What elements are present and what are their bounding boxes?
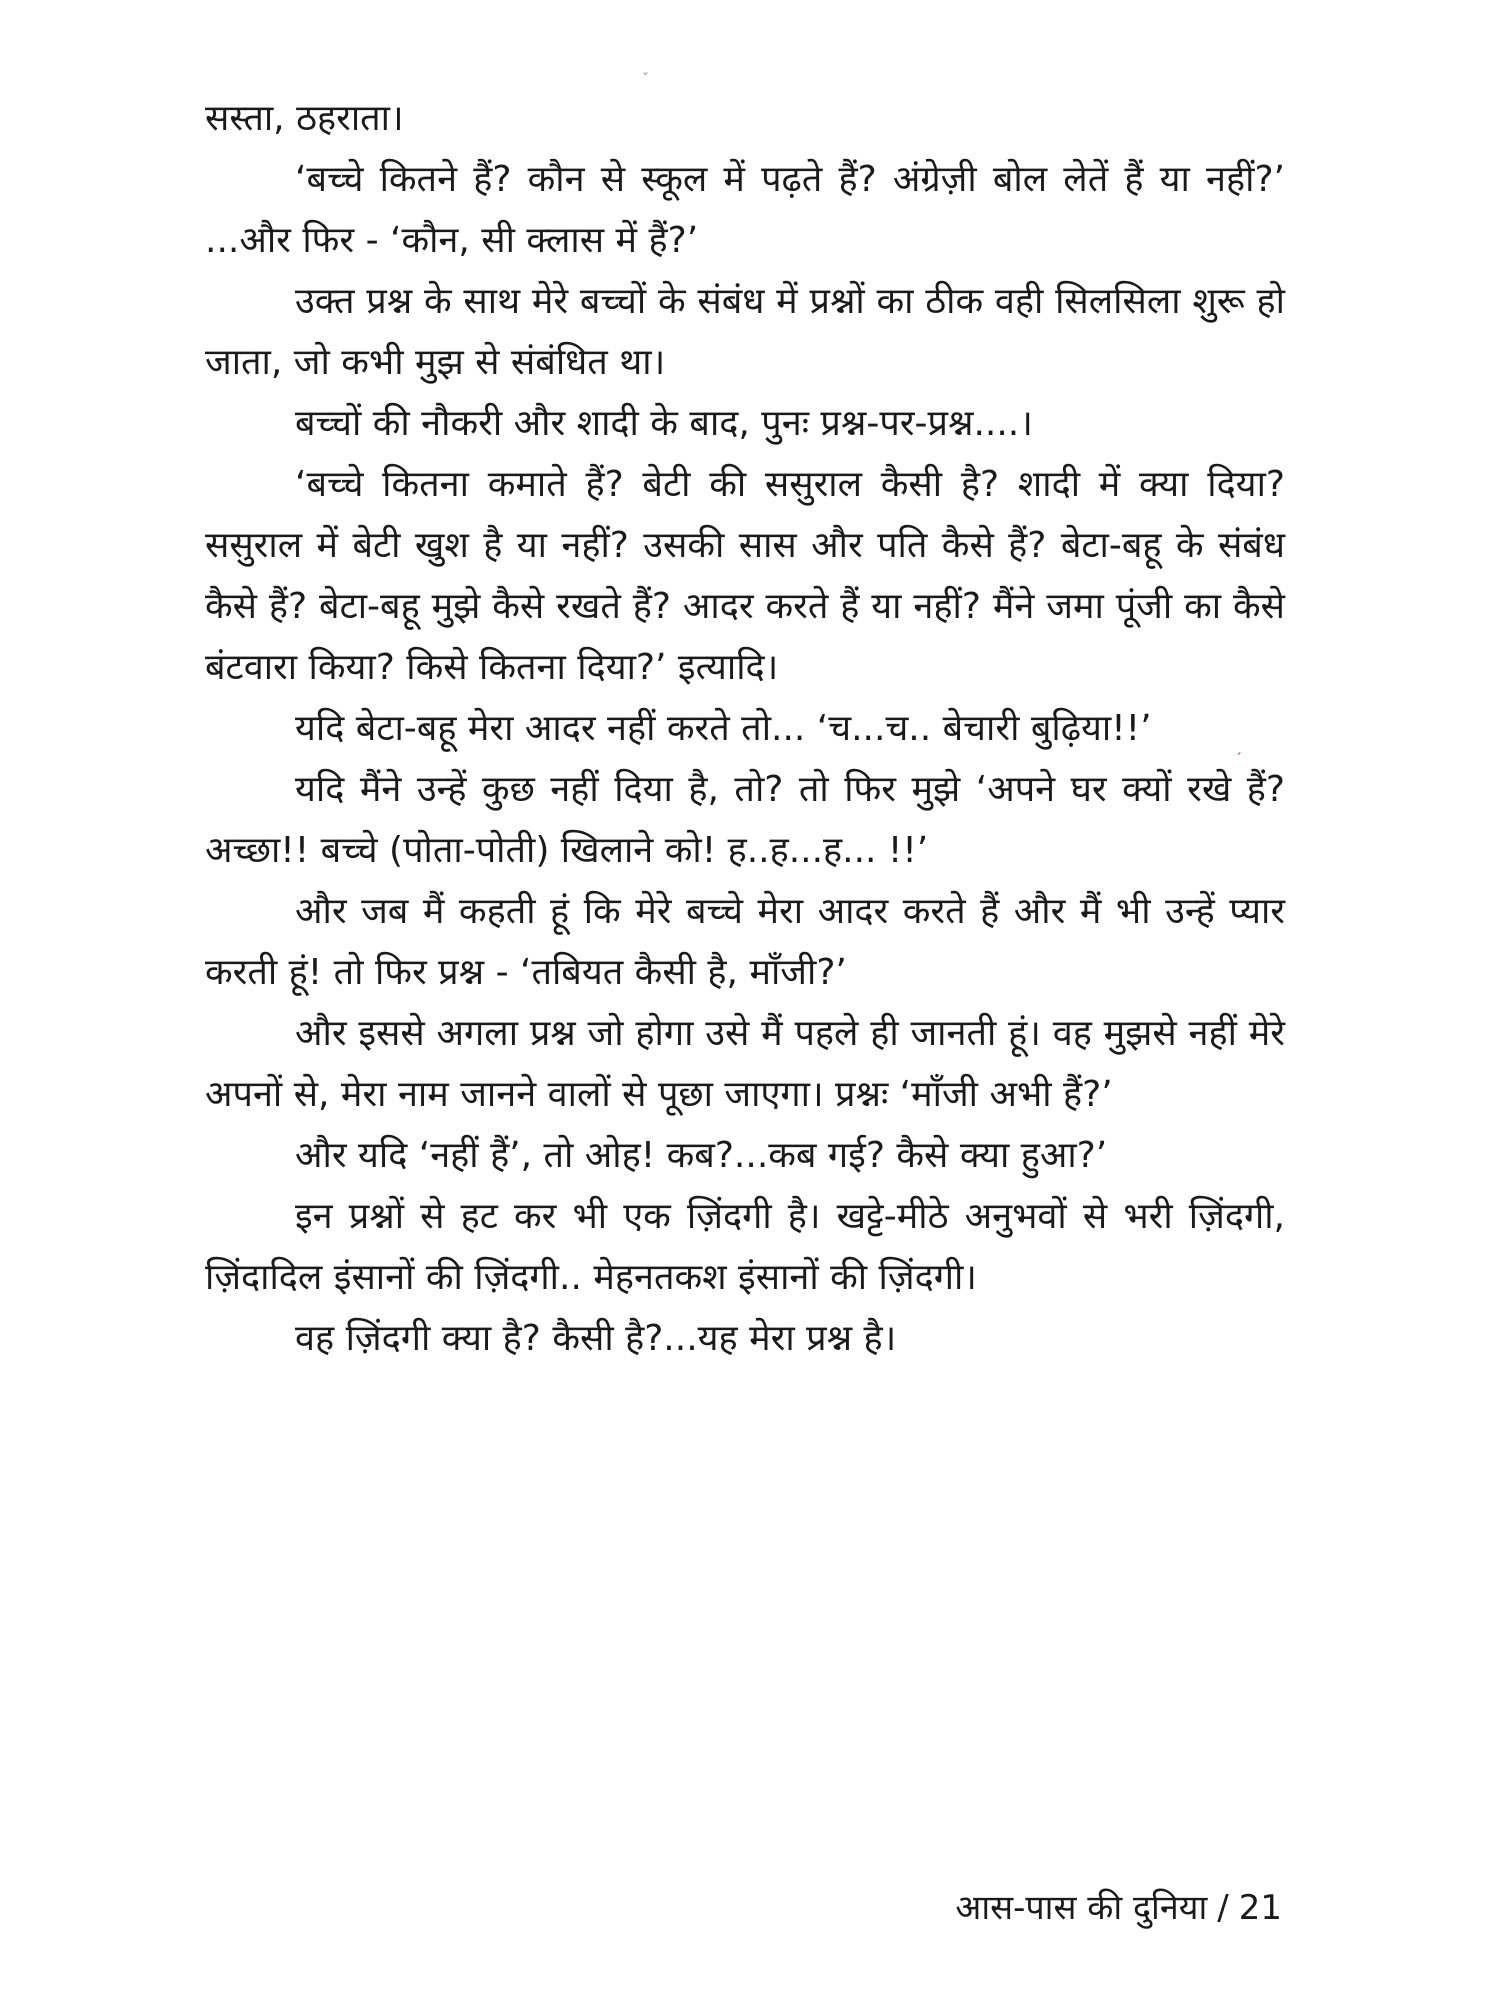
print-speck: ˊ xyxy=(1235,752,1242,768)
paragraph: यदि बेटा-बहू मेरा आदर नहीं करते तो... ‘च...च.. बेचारी बुढ़िया!!’ xyxy=(295,708,1152,749)
footer-separator: / xyxy=(1217,1888,1229,1928)
paragraph: और इससे अगला प्रश्न जो होगा उसे मैं पहले ही जानती हूं। वह मुझसे नहीं मेरे अपनों से, मेरा नाम जानने वालों से पूछा जाएगा। प्रश्नः ‘माँजी अभी हैं?’ xyxy=(205,1013,1285,1115)
paragraph: ‘बच्चे कितने हैं? कौन से स्कूल में पढ़ते हैं? अंग्रेज़ी बोल लेतें हैं या नहीं?’ ...और फिर - ‘कौन, सी क्लास में हैं?’ xyxy=(205,159,1285,261)
paragraph: वह ज़िंदगी क्या है? कैसी है?...यह मेरा प्रश्न है। xyxy=(295,1318,897,1359)
page-body xyxy=(205,88,1285,1369)
page-footer xyxy=(955,1883,1282,1929)
book-title: आस-पास की दुनिया xyxy=(955,1888,1208,1928)
page-number: 21 xyxy=(1238,1888,1282,1928)
paragraph: बच्चों की नौकरी और शादी के बाद, पुनः प्रश्न-पर-प्रश्न....। xyxy=(295,403,1033,444)
paragraph: उक्त प्रश्न के साथ मेरे बच्चों के संबंध में प्रश्नों का ठीक वही सिलसिला शुरू हो जाता, जो कभी मुझ से संबंधित था। xyxy=(205,281,1285,383)
paragraph: यदि मैंने उन्हें कुछ नहीं दिया है, तो? तो फिर मुझे ‘अपने घर क्यों रखे हैं? अच्छा!! बच्चे (पोता-पोती) खिलाने को! ह..ह...ह... !!’ xyxy=(205,769,1285,871)
paragraph: ‘बच्चे कितना कमाते हैं? बेटी की ससुराल कैसी है? शादी में क्या दिया? ससुराल में बेटी खुश है या नहीं? उसकी सास और पति कैसे हैं? बेटा-बहू के संबंध कैसे हैं? बेटा-बहू मुझे कैसे रखते हैं? आदर करते हैं या नहीं? मैंने जमा पूंजी का कैसे बंटवारा किया? किसे कितना दिया?’ इत्यादि। xyxy=(205,464,1285,688)
paragraph-continuation: सस्ता, ठहराता। xyxy=(205,98,404,139)
print-speck: ˇ xyxy=(642,72,649,88)
paragraph: और जब मैं कहती हूं कि मेरे बच्चे मेरा आदर करते हैं और मैं भी उन्हें प्यार करती हूं! तो फिर प्रश्न - ‘तबियत कैसी है, माँजी?’ xyxy=(205,891,1285,993)
paragraph: इन प्रश्नों से हट कर भी एक ज़िंदगी है। खट्टे-मीठे अनुभवों से भरी ज़िंदगी, ज़िंदादिल इंसानों की ज़िंदगी.. मेहनतकश इंसानों की ज़िंदगी। xyxy=(205,1196,1285,1298)
paragraph: और यदि ‘नहीं हैं’, तो ओह! कब?...कब गई? कैसे क्या हुआ?’ xyxy=(295,1135,1108,1176)
